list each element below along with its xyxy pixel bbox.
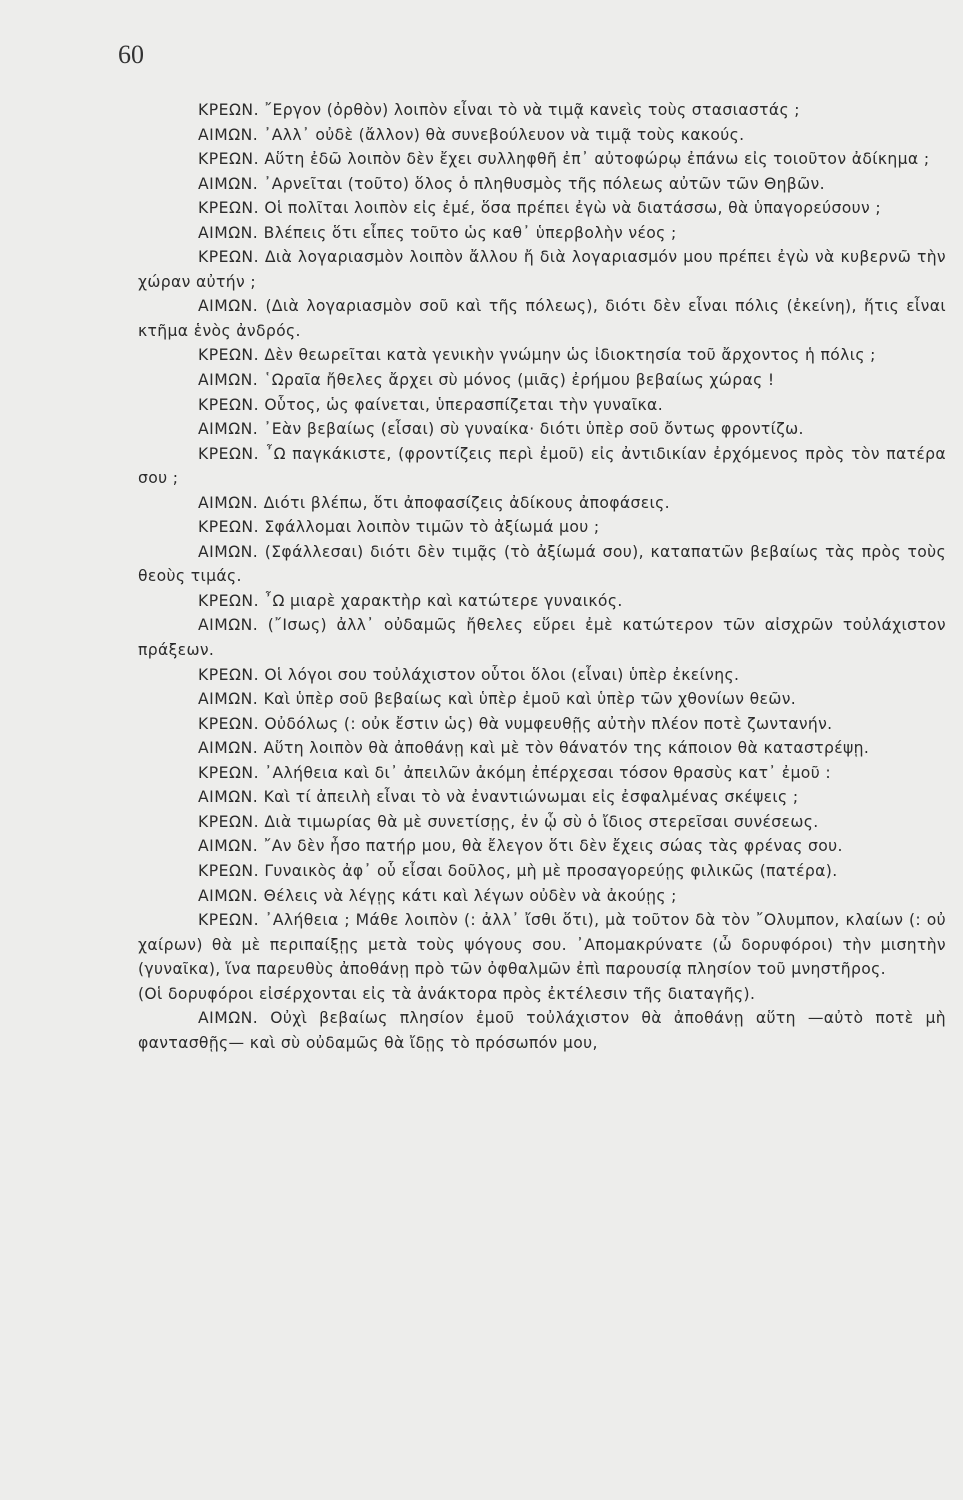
line-text: (Σφάλλεσαι) διότι δὲν τιμᾷς (τὸ ἀξίωμά σου), καταπατῶν βεβαίως τὰς πρὸς τοὺς θεοὺς τιμάς. (138, 542, 946, 586)
line-text: ᾽Αρνεῖται (τοῦτο) ὅλος ὁ πληθυσμὸς τῆς πόλεως αὐτῶν τῶν Θηβῶν. (258, 174, 825, 193)
speaker-name: ΑΙΜΩΝ. (198, 174, 259, 193)
line-text: Γυναικὸς ἀφ᾽ οὗ εἶσαι δοῦλος, μὴ μὲ προσαγορεύῃς φιλικῶς (πατέρα). (259, 861, 838, 880)
speaker-name: ΑΙΜΩΝ. (198, 690, 259, 709)
speaker-name: ΑΙΜΩΝ. (198, 371, 259, 390)
speaker-name: ΚΡΕΩΝ. (198, 812, 260, 831)
speaker-name: ΚΡΕΩΝ. (198, 665, 260, 684)
line-text: Διότι βλέπω, ὅτι ἀποφασίζεις ἀδίκους ἀποφάσεις. (258, 493, 670, 512)
line-text: Σφάλλομαι λοιπὸν τιμῶν τὸ ἀξίωμά μου ; (259, 518, 600, 537)
speaker-name: ΚΡΕΩΝ. (198, 248, 260, 267)
speaker-name: ΑΙΜΩΝ. (198, 493, 259, 512)
speaker-name: ΑΙΜΩΝ. (198, 297, 259, 316)
dialogue-line (138, 884, 946, 909)
dialogue-line (138, 123, 946, 148)
speaker-name: ΚΡΕΩΝ. (198, 395, 260, 414)
speaker-name: ΑΙΜΩΝ. (198, 223, 259, 242)
line-text: Καὶ ὑπὲρ σοῦ βεβαίως καὶ ὑπὲρ ἐμοῦ καὶ ὑπὲρ τῶν χθονίων θεῶν. (258, 690, 797, 709)
dialogue-line (138, 736, 946, 761)
speaker-name: ΚΡΕΩΝ. (198, 861, 260, 880)
dialogue-line (138, 343, 946, 368)
dialogue-line (138, 810, 946, 835)
dialogue-line (138, 834, 946, 859)
line-text: Οὐδόλως (: οὐκ ἔστιν ὡς) θὰ νυμφευθῇς αὐτὴν πλέον ποτὲ ζωντανήν. (259, 714, 833, 733)
speaker-name: ΑΙΜΩΝ. (198, 739, 259, 758)
dialogue-line (138, 1006, 946, 1055)
line-text: Οἱ λόγοι σου τοὐλάχιστον οὗτοι ὅλοι (εἶναι) ὑπὲρ ἐκείνης. (259, 665, 740, 684)
dialogue-line (138, 687, 946, 712)
dialogue-line (138, 442, 946, 491)
line-text: (Οἱ δορυφόροι εἰσέρχονται εἰς τὰ ἀνάκτορα πρὸς ἐκτέλεσιν τῆς διαταγῆς). (138, 984, 756, 1003)
dialogue-line (138, 245, 946, 294)
speaker-name: ΑΙΜΩΝ. (198, 886, 259, 905)
line-text: (Διὰ λογαριασμὸν σοῦ καὶ τῆς πόλεως), διότι δὲν εἶναι πόλις (ἐκείνη), ἥτις εἶναι κτῆμα ἑνὸς ἀνδρός. (138, 297, 946, 340)
line-text: Καὶ τί ἀπειλὴ εἶναι τὸ νὰ ἐναντιώνωμαι εἰς ἐσφαλμένας σκέψεις ; (258, 788, 799, 807)
stage-direction (138, 982, 946, 1007)
line-text: ῏Ω παγκάκιστε, (φροντίζεις περὶ ἐμοῦ) εἰς ἀντιδικίαν ἐρχόμενος πρὸς τὸν πατέρα σου ; (138, 444, 946, 488)
dialogue-line (138, 540, 946, 589)
dialogue-line (138, 393, 946, 418)
speaker-name: ΑΙΜΩΝ. (198, 1009, 259, 1028)
line-text: Διὰ τιμωρίας θὰ μὲ συνετίσῃς, ἐν ᾧ σὺ ὁ ἴδιος στερεῖσαι συνέσεως. (259, 812, 819, 831)
speaker-name: ΚΡΕΩΝ. (198, 911, 260, 930)
page-number: 60 (118, 40, 144, 69)
line-text: Αὕτη ἐδῶ λοιπὸν δὲν ἔχει συλληφθῆ ἐπ᾽ αὐτοφώρῳ ἐπάνω εἰς τοιοῦτον ἀδίκημα ; (259, 150, 930, 169)
dialogue-line (138, 417, 946, 442)
line-text: Οὗτος, ὡς φαίνεται, ὑπερασπίζεται τὴν γυναῖκα. (259, 395, 663, 414)
speaker-name: ΚΡΕΩΝ. (198, 101, 260, 119)
line-text: Θέλεις νὰ λέγῃς κάτι καὶ λέγων οὐδὲν νὰ ἀκούῃς ; (258, 886, 677, 905)
line-text: ᾽Αλλ᾽ οὐδὲ (ἄλλον) θὰ συνεβούλευον νὰ τιμᾷ τοὺς κακούς. (258, 125, 745, 144)
dialogue-line (138, 613, 946, 662)
line-text: ᾽Εὰν βεβαίως (εἶσαι) σὺ γυναίκα· διότι ὑπὲρ σοῦ ὄντως φροντίζω. (258, 420, 804, 439)
dialogue-line (138, 663, 946, 688)
dialogue-line (138, 98, 946, 123)
speaker-name: ΑΙΜΩΝ. (198, 616, 259, 635)
line-text: Οἱ πολῖται λοιπὸν εἰς ἐμέ, ὅσα πρέπει ἐγὼ νὰ διατάσσω, θὰ ὑπαγορεύσουν ; (259, 199, 882, 218)
line-text: (῎Ισως) ἀλλ᾽ οὐδαμῶς ἤθελες εὕρει ἐμὲ κατώτερον τῶν αἰσχρῶν τοὐλάχιστον πράξεων. (138, 616, 946, 660)
line-text: ῾Ωραῖα ἤθελες ἄρχει σὺ μόνος (μιᾶς) ἐρήμου βεβαίως χώρας ! (258, 371, 775, 390)
speaker-name: ΚΡΕΩΝ. (198, 714, 260, 733)
dialogue-line (138, 908, 946, 982)
speaker-name: ΑΙΜΩΝ. (198, 837, 259, 856)
line-text: Αὕτη λοιπὸν θὰ ἀποθάνῃ καὶ μὲ τὸν θάνατόν της κάποιον θὰ καταστρέψῃ. (258, 739, 870, 758)
speaker-name: ΚΡΕΩΝ. (198, 518, 260, 537)
line-text: Δὲν θεωρεῖται κατὰ γενικὴν γνώμην ὡς ἰδιοκτησία τοῦ ἄρχοντος ἡ πόλις ; (259, 346, 876, 365)
dialogue-line (138, 761, 946, 786)
line-text: Διὰ λογαριασμὸν λοιπὸν ἄλλου ἤ διὰ λογαριασμόν μου πρέπει ἐγὼ νὰ κυβερνῶ τὴν χώραν αὐτήν ; (138, 248, 946, 291)
speaker-name: ΚΡΕΩΝ. (198, 150, 260, 169)
dialogue-line (138, 294, 946, 343)
dialogue-line (138, 491, 946, 516)
dialogue-line (138, 712, 946, 737)
line-text: Οὐχὶ βεβαίως πλησίον ἐμοῦ τοὐλάχιστον θὰ ἀποθάνῃ αὕτη —αὐτὸ ποτὲ μὴ φαντασθῇς— καὶ σὺ οὐδαμῶς θὰ ἴδῃς τὸ πρόσωπόν μου, (138, 1009, 946, 1052)
dialogue-line (138, 196, 946, 221)
line-text: ῎Εργον (ὀρθὸν) λοιπὸν εἶναι τὸ νὰ τιμᾷ κανεὶς τοὺς στασιαστάς ; (259, 101, 800, 119)
dialogue-line (138, 172, 946, 197)
speaker-name: ΚΡΕΩΝ. (198, 199, 260, 218)
dialogue-text (138, 98, 946, 1055)
speaker-name: ΑΙΜΩΝ. (198, 542, 259, 561)
speaker-name: ΚΡΕΩΝ. (198, 346, 260, 365)
speaker-name: ΑΙΜΩΝ. (198, 125, 259, 144)
speaker-name: ΑΙΜΩΝ. (198, 420, 259, 439)
line-text: ᾽Αλήθεια ; Μάθε λοιπὸν (: ἀλλ᾽ ἴσθι ὅτι), μὰ τοῦτον δὰ τὸν ῎Ολυμπον, κλαίων (: οὐ χαίρων) θὰ μὲ περιπαίξῃς μετὰ τοὺς ψόγους σου. ᾽Απομακρύνατε (ὦ δορυφόροι) τὴν μισητὴν (γυναῖκα), ἵνα παρευθὺς ἀποθάνῃ πρὸ τῶν ὀφθαλμῶν ἐπὶ παρουσίᾳ πλησίον τοῦ μνηστῆρος. (138, 911, 946, 979)
speaker-name: ΚΡΕΩΝ. (198, 591, 260, 610)
dialogue-line (138, 368, 946, 393)
line-text: Βλέπεις ὅτι εἶπες τοῦτο ὡς καθ᾽ ὑπερβολὴν νέος ; (258, 223, 677, 242)
dialogue-line (138, 859, 946, 884)
line-text: ῎Αν δὲν ἦσο πατήρ μου, θὰ ἔλεγον ὅτι δὲν ἔχεις σώας τὰς φρένας σου. (258, 837, 843, 856)
speaker-name: ΚΡΕΩΝ. (198, 763, 260, 782)
dialogue-line (138, 589, 946, 614)
line-text: ῏Ω μιαρὲ χαρακτὴρ καὶ κατώτερε γυναικός. (259, 591, 623, 610)
line-text: ᾽Αλήθεια καὶ δι᾽ ἀπειλῶν ἀκόμη ἐπέρχεσαι τόσον θρασὺς κατ᾽ ἐμοῦ : (259, 763, 831, 782)
dialogue-line (138, 221, 946, 246)
speaker-name: ΚΡΕΩΝ. (198, 444, 260, 463)
dialogue-line (138, 515, 946, 540)
dialogue-line (138, 147, 946, 172)
speaker-name: ΑΙΜΩΝ. (198, 788, 259, 807)
dialogue-line (138, 785, 946, 810)
